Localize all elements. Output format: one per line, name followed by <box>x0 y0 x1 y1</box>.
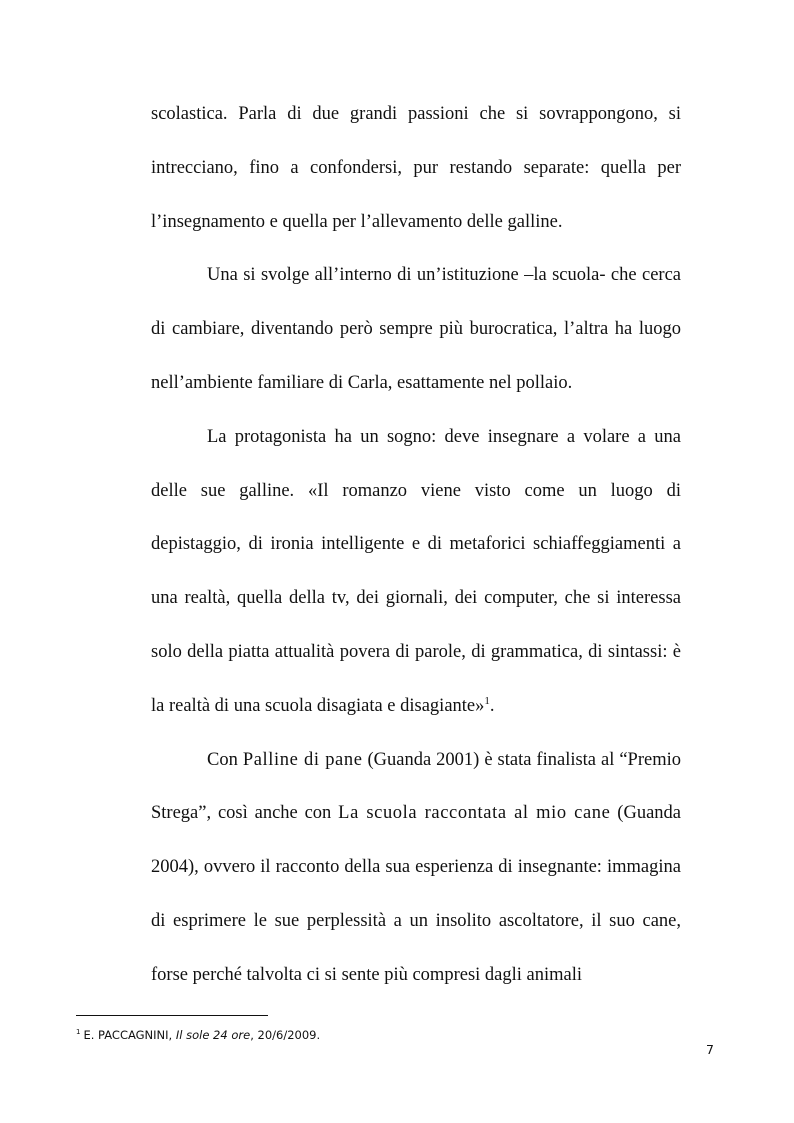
page-number: 7 <box>706 1042 714 1057</box>
paragraph-4-part-2: (Guanda 2001) è stata finalista al “Premio Strega”, così anche con <box>151 749 682 824</box>
body-text <box>151 88 681 1003</box>
paragraph-4-part-3: (Guanda 2004), ovvero il racconto della sua esperienza di insegnante: immagina di esprimere le sue perplessità a un insolito ascoltatore, il suo cane, forse perché talvolta ci si sente più compresi dagli animali <box>151 803 681 985</box>
footnote-reference: 1 <box>484 694 490 707</box>
footnote-author: E. PACCAGNINI, <box>83 1028 173 1042</box>
paragraph-3 <box>151 411 681 734</box>
footnote-date: , 20/6/2009. <box>250 1028 321 1042</box>
paragraph-4 <box>151 734 681 1003</box>
paragraph-3-text: La protagonista ha un sogno: deve insegnare a volare a una delle sue galline. «Il romanzo viene visto come un luogo di depistaggio, di ironia intelligente e di metaforici schiaffeggiamenti a una realtà, quella della tv, dei giornali, dei computer, che si interessa solo della piatta attualità povera di parole, di grammatica, di sintassi: è la realtà di una scuola disagiata e disagiante» <box>151 426 681 716</box>
footnote <box>76 1028 320 1042</box>
footnote-source: Il sole 24 ore <box>175 1028 251 1042</box>
footnote-separator <box>76 1015 268 1016</box>
paragraph-1: scolastica. Parla di due grandi passioni che si sovrappongono, si intrecciano, fino a confondersi, pur restando separate: quella per l’insegnamento e quella per l’allevamento delle galline. <box>151 104 681 232</box>
paragraph-4-part-1: Con <box>207 749 243 770</box>
paragraph-3-end: . <box>489 695 495 716</box>
paragraph-2: Una si svolge all’interno di un’istituzione –la scuola- che cerca di cambiare, diventando però sempre più burocratica, l’altra ha luogo nell’ambiente familiare di Carla, esattamente nel pollaio. <box>151 265 681 393</box>
footnote-mark: 1 <box>76 1028 81 1037</box>
book-title-la-scuola-raccontata: La scuola raccontata al mio cane <box>338 803 611 824</box>
book-title-palline-di-pane: Palline di pane <box>242 749 363 770</box>
